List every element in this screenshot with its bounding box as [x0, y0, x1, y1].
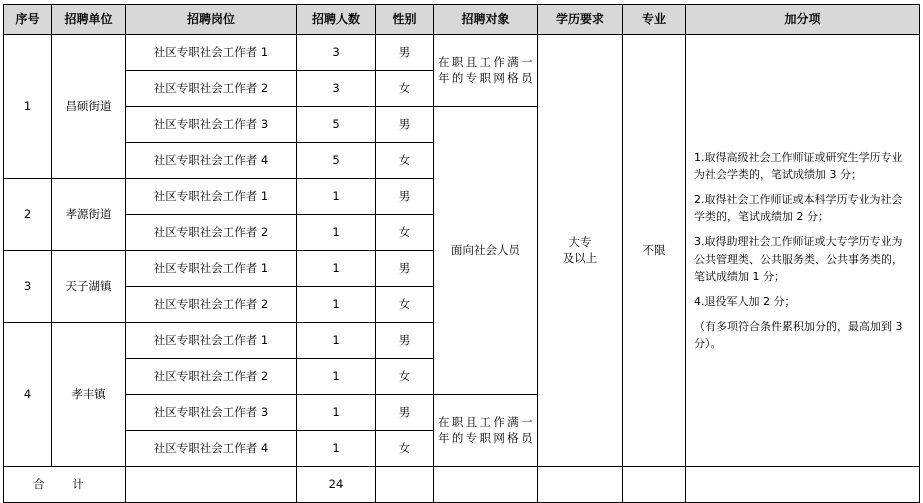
major-cell: 不限	[623, 35, 686, 467]
post-cell: 社区专职社会工作者 2	[126, 359, 297, 395]
header-cell-count: 招聘人数	[297, 5, 376, 35]
count-cell: 1	[297, 359, 376, 395]
bonus-item-3: 3.取得助理社会工作师证或大专学历专业为公共管理类、公共服务类、公共事务类的，笔试成绩加 1 分；	[694, 235, 903, 283]
gender-cell: 女	[376, 431, 434, 467]
header-cell-no: 序号	[4, 5, 52, 35]
bonus-cell	[686, 35, 920, 467]
target-cell-incumbent-bottom: 在职且工作满一年的专职网格员	[434, 395, 538, 467]
count-cell: 1	[297, 215, 376, 251]
total-empty-cell	[376, 467, 434, 503]
header-cell-unit: 招聘单位	[52, 5, 126, 35]
unit-name-cell: 孝丰镇	[52, 323, 126, 467]
gender-cell: 男	[376, 35, 434, 71]
count-cell: 1	[297, 251, 376, 287]
header-cell-major: 专业	[623, 5, 686, 35]
post-cell: 社区专职社会工作者 3	[126, 107, 297, 143]
count-cell: 3	[297, 35, 376, 71]
post-cell: 社区专职社会工作者 1	[126, 323, 297, 359]
header-cell-education: 学历要求	[538, 5, 623, 35]
count-cell: 1	[297, 323, 376, 359]
post-cell: 社区专职社会工作者 1	[126, 179, 297, 215]
post-cell: 社区专职社会工作者 1	[126, 251, 297, 287]
gender-cell: 男	[376, 323, 434, 359]
total-empty-cell	[434, 467, 538, 503]
post-cell: 社区专职社会工作者 4	[126, 143, 297, 179]
bonus-item-1: 1.取得高级社会工作师证或研究生学历专业为社会学类的，笔试成绩加 3 分；	[694, 151, 903, 182]
count-cell: 1	[297, 287, 376, 323]
total-label-cell: 合 计	[4, 467, 126, 503]
education-line-1: 大专	[568, 234, 592, 249]
post-cell: 社区专职社会工作者 3	[126, 395, 297, 431]
gender-cell: 男	[376, 107, 434, 143]
bonus-item-2: 2.取得社会工作师证或本科学历专业为社会学类的，笔试成绩加 2 分；	[694, 193, 903, 224]
total-empty-cell	[686, 467, 920, 503]
post-cell: 社区专职社会工作者 2	[126, 215, 297, 251]
header-cell-target: 招聘对象	[434, 5, 538, 35]
count-cell: 5	[297, 107, 376, 143]
total-empty-cell	[126, 467, 297, 503]
gender-cell: 男	[376, 395, 434, 431]
total-empty-cell	[623, 467, 686, 503]
unit-name-cell: 天子湖镇	[52, 251, 126, 323]
education-line-2: 及以上	[562, 250, 598, 265]
unit-name-cell: 昌硕街道	[52, 35, 126, 179]
gender-cell: 男	[376, 179, 434, 215]
total-empty-cell	[538, 467, 623, 503]
unit-name-cell: 孝源街道	[52, 179, 126, 251]
header-cell-post: 招聘岗位	[126, 5, 297, 35]
post-cell: 社区专职社会工作者 2	[126, 71, 297, 107]
unit-no-cell: 4	[4, 323, 52, 467]
post-cell: 社区专职社会工作者 2	[126, 287, 297, 323]
unit-no-cell: 3	[4, 251, 52, 323]
post-cell: 社区专职社会工作者 4	[126, 431, 297, 467]
gender-cell: 女	[376, 215, 434, 251]
bonus-note: （有多项符合条件累积加分的，最高加到 3 分）。	[694, 319, 903, 350]
count-cell: 1	[297, 395, 376, 431]
gender-cell: 女	[376, 71, 434, 107]
header-cell-gender: 性别	[376, 5, 434, 35]
total-row	[4, 467, 920, 503]
bonus-item-4: 4.退役军人加 2 分；	[694, 294, 796, 308]
post-cell: 社区专职社会工作者 1	[126, 35, 297, 71]
gender-cell: 女	[376, 143, 434, 179]
header-row	[4, 5, 920, 35]
education-cell	[538, 35, 623, 467]
header-cell-bonus: 加分项	[686, 5, 920, 35]
target-cell-public: 面向社会人员	[434, 107, 538, 395]
gender-cell: 女	[376, 359, 434, 395]
total-count-cell: 24	[297, 467, 376, 503]
count-cell: 1	[297, 431, 376, 467]
count-cell: 1	[297, 179, 376, 215]
recruitment-table	[3, 4, 920, 503]
table-row	[4, 35, 920, 71]
unit-no-cell: 2	[4, 179, 52, 251]
unit-no-cell: 1	[4, 35, 52, 179]
target-cell-incumbent-top: 在职且工作满一年的专职网格员	[434, 35, 538, 107]
count-cell: 3	[297, 71, 376, 107]
gender-cell: 女	[376, 287, 434, 323]
gender-cell: 男	[376, 251, 434, 287]
count-cell: 5	[297, 143, 376, 179]
